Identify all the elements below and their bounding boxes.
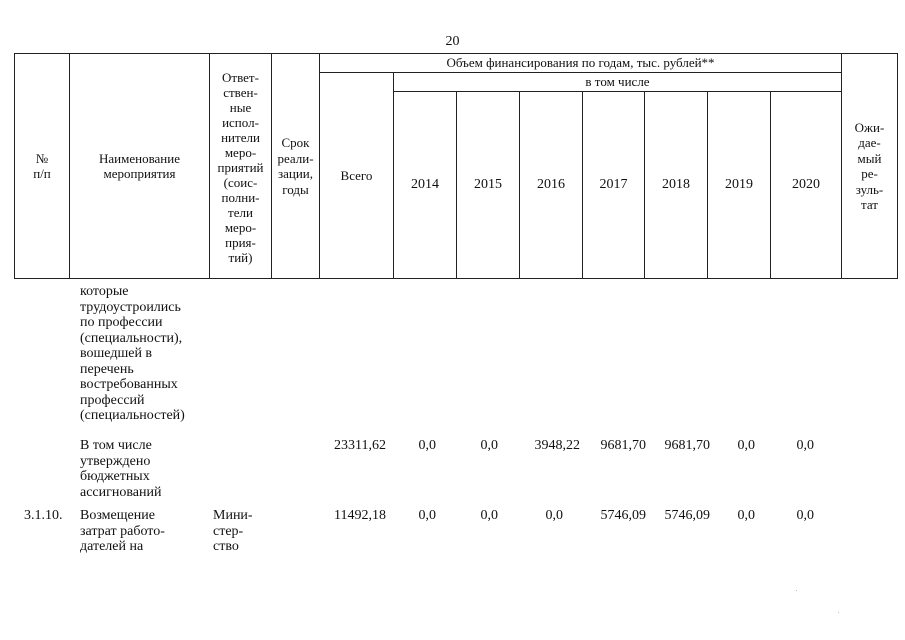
continuation-name: которые трудоустроились по профессии (специальности), вошедшей в перечень востребованных профессий (специальностей) xyxy=(80,284,185,423)
item-responsible: Мини- стер- ство xyxy=(213,508,253,554)
header-year: 2019 xyxy=(708,92,771,279)
header-year: 2017 xyxy=(583,92,645,279)
header-name: Наименование мероприятия xyxy=(70,54,210,279)
approved-year-value: 9681,70 xyxy=(664,438,710,453)
approved-year-value: 0,0 xyxy=(480,438,498,453)
item-year-value: 0,0 xyxy=(418,508,436,523)
approved-name: В том числе утверждено бюджетных ассигнований xyxy=(80,438,162,500)
scan-speck xyxy=(796,590,797,591)
approved-year-value: 0,0 xyxy=(737,438,755,453)
header-responsible: Ответ- ствен- ные испол- нители меро- приятий (соис- полни- тели меро- прия- тий) xyxy=(210,54,272,279)
item-name: Возмещение затрат работо- дателей на xyxy=(80,508,165,554)
header-including: в том числе xyxy=(394,73,842,92)
scan-speck xyxy=(838,612,839,613)
approved-total: 23311,62 xyxy=(334,438,386,453)
approved-year-value: 0,0 xyxy=(796,438,814,453)
table-header xyxy=(14,53,898,279)
item-year-value: 0,0 xyxy=(480,508,498,523)
item-year-value: 0,0 xyxy=(796,508,814,523)
header-result: Ожи- дае- мый ре- зуль- тат xyxy=(842,54,898,279)
page-number: 20 xyxy=(445,34,460,49)
item-year-value: 5746,09 xyxy=(664,508,710,523)
item-year-value: 0,0 xyxy=(737,508,755,523)
approved-year-value: 0,0 xyxy=(418,438,436,453)
header-financing: Объем финансирования по годам, тыс. рублей** xyxy=(320,54,842,73)
item-number: 3.1.10. xyxy=(24,508,63,523)
header-year: 2020 xyxy=(771,92,842,279)
approved-year-value: 9681,70 xyxy=(600,438,646,453)
item-year-value: 0,0 xyxy=(545,508,563,523)
header-year: 2015 xyxy=(457,92,520,279)
header-term: Срок реали- зации, годы xyxy=(272,54,320,279)
header-year: 2016 xyxy=(520,92,583,279)
item-total: 11492,18 xyxy=(334,508,386,523)
header-total: Всего xyxy=(320,73,394,279)
header-year: 2018 xyxy=(645,92,708,279)
item-year-value: 5746,09 xyxy=(600,508,646,523)
header-number: № п/п xyxy=(15,54,70,279)
approved-year-value: 3948,22 xyxy=(534,438,580,453)
header-year: 2014 xyxy=(394,92,457,279)
